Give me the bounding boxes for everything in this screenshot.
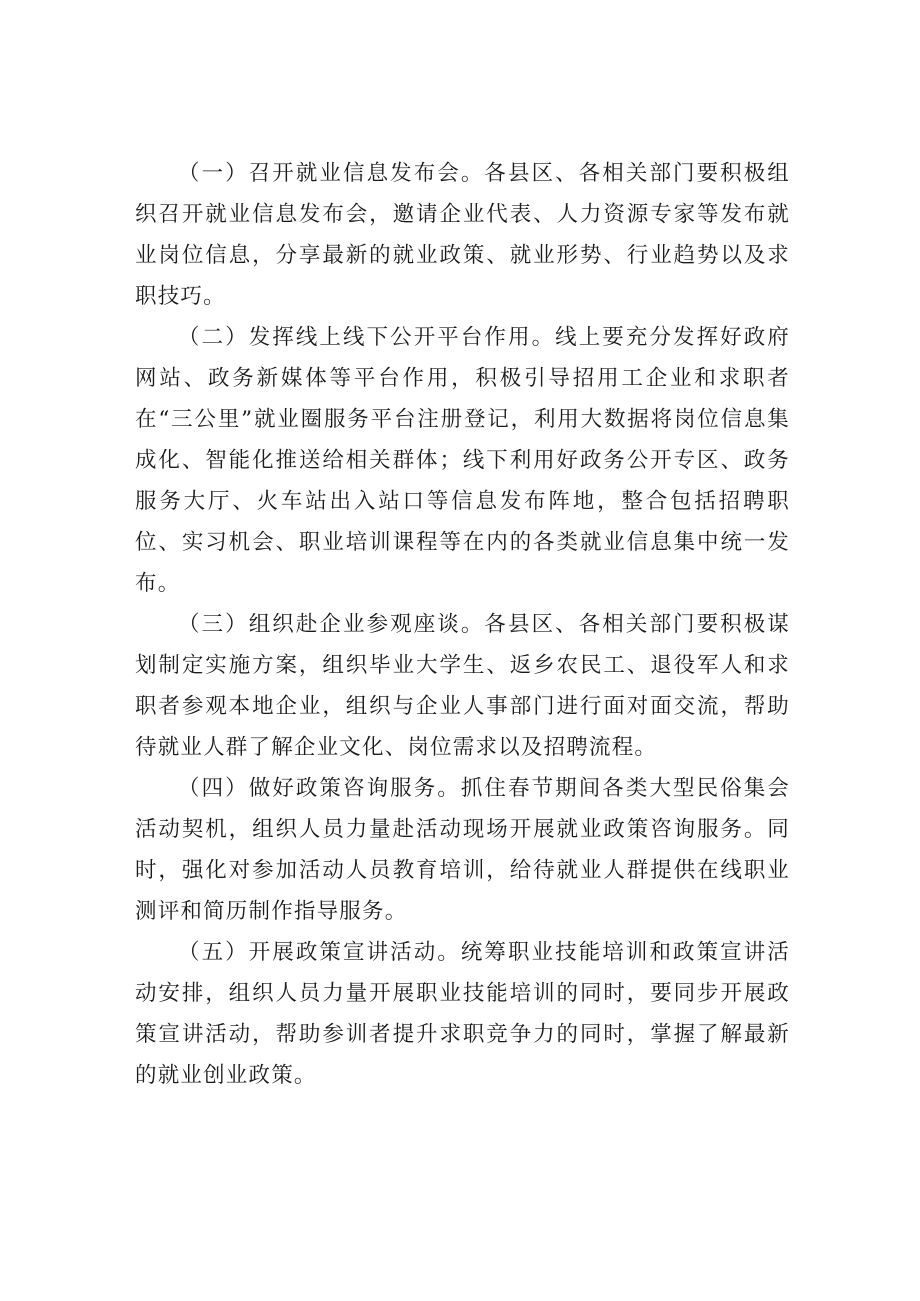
document-body bbox=[135, 153, 790, 1096]
paragraph-5: （五）开展政策宣讲活动。统筹职业技能培训和政策宣讲活动安排，组织人员力量开展职业技能培训的同时，要同步开展政策宣讲活动，帮助参训者提升求职竞争力的同时，掌握了解最新的就业创业政策。 bbox=[135, 940, 790, 1088]
paragraph-2: （二）发挥线上线下公开平台作用。线上要充分发挥好政府网站、政务新媒体等平台作用，积极引导招用工企业和求职者在“三公里”就业圈服务平台注册登记，利用大数据将岗位信息集成化、智能化推送给相关群体；线下利用好政务公开专区、政务服务大厅、火车站出入站口等信息发布阵地，整合包括招聘职位、实习机会、职业培训课程等在内的各类就业信息集中统一发布。 bbox=[135, 325, 790, 596]
paragraph-3: （三）组织赴企业参观座谈。各县区、各相关部门要积极谋划制定实施方案，组织毕业大学生、返乡农民工、退役军人和求职者参观本地企业，组织与企业人事部门进行面对面交流，帮助待就业人群了解企业文化、岗位需求以及招聘流程。 bbox=[135, 612, 790, 760]
paragraph-4: （四）做好政策咨询服务。抓住春节期间各类大型民俗集会活动契机，组织人员力量赴活动现场开展就业政策咨询服务。同时，强化对参加活动人员教育培训，给待就业人群提供在线职业测评和简历制作指导服务。 bbox=[135, 776, 790, 924]
paragraph-1: （一）召开就业信息发布会。各县区、各相关部门要积极组织召开就业信息发布会，邀请企业代表、人力资源专家等发布就业岗位信息，分享最新的就业政策、就业形势、行业趋势以及求职技巧。 bbox=[135, 161, 790, 309]
